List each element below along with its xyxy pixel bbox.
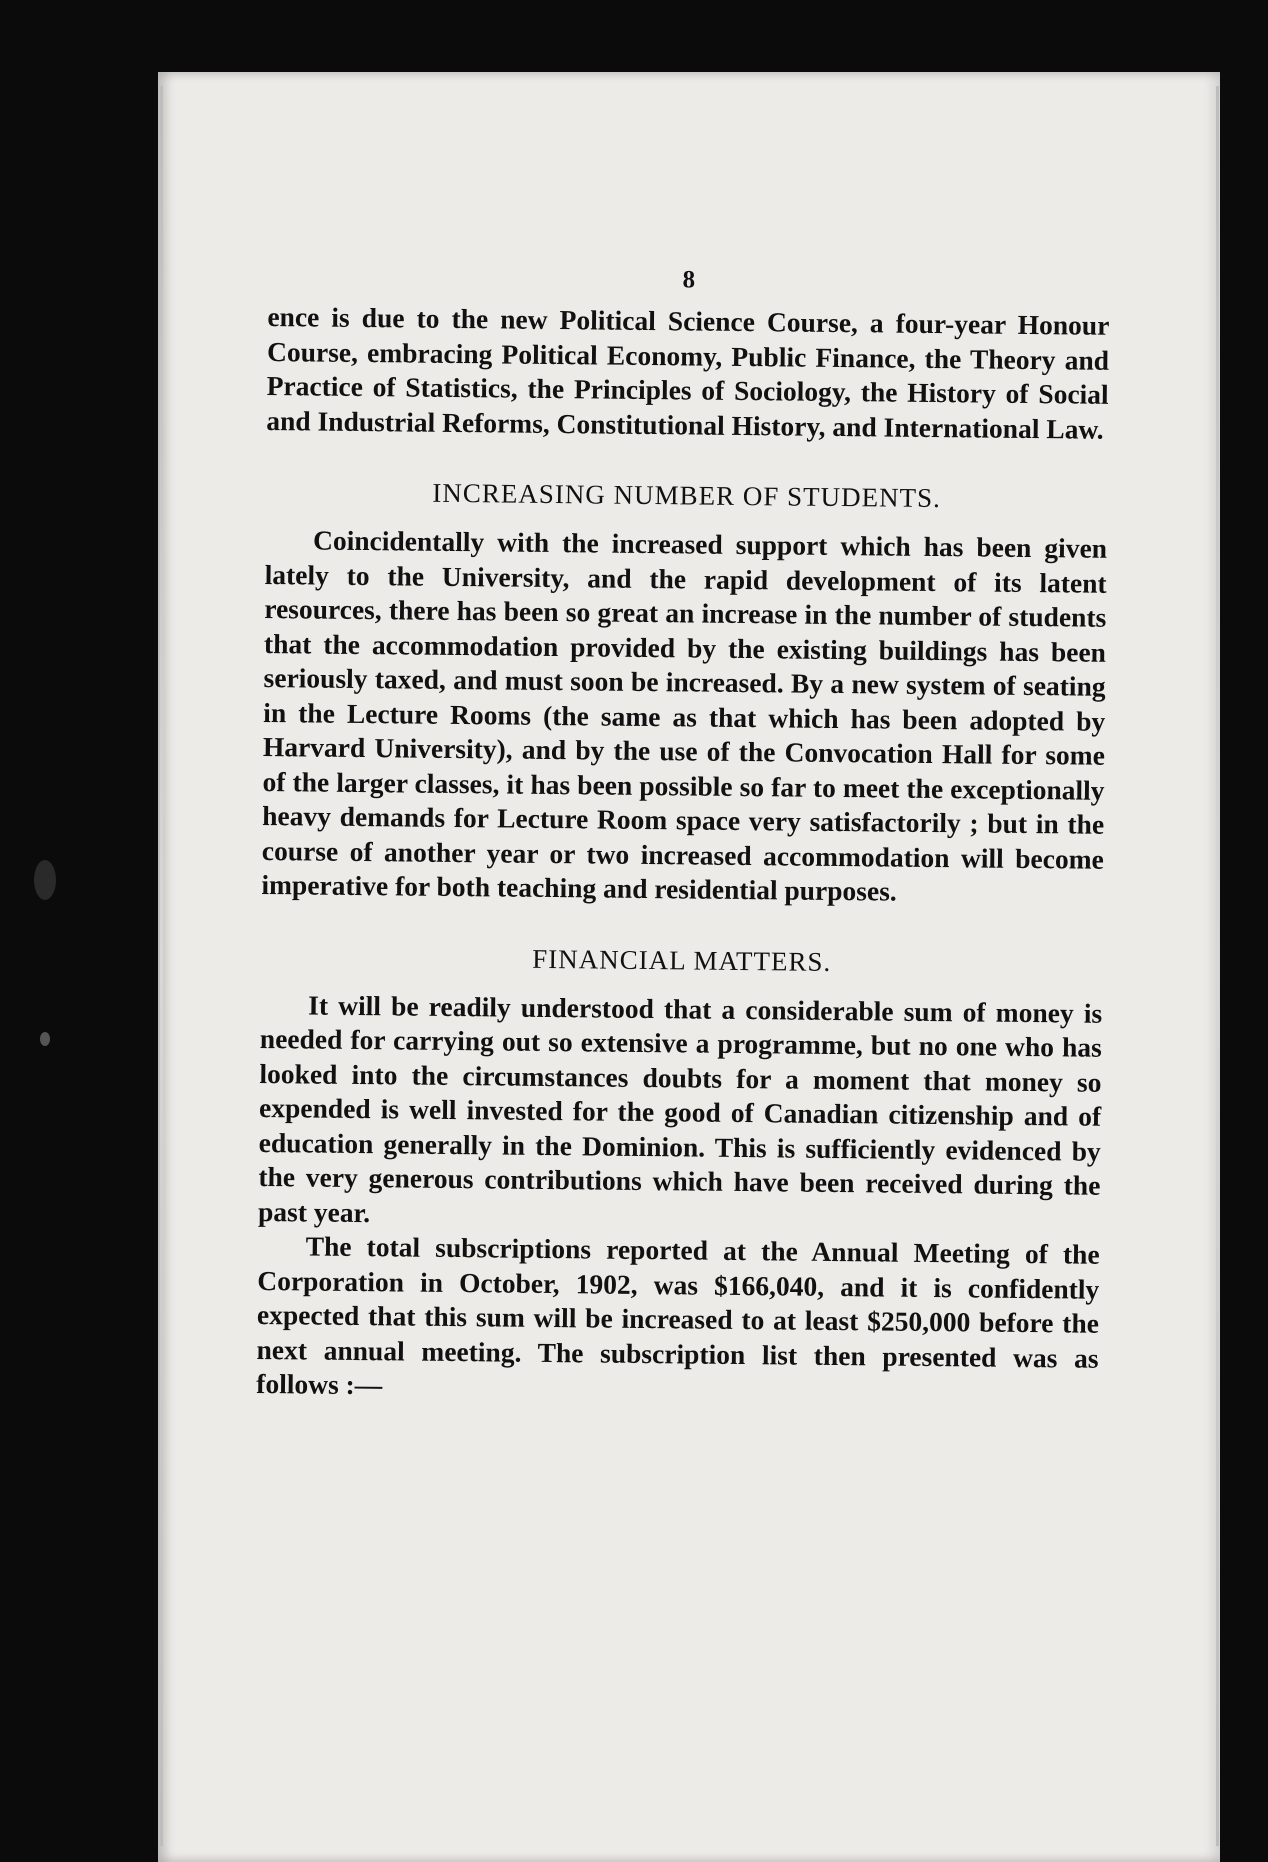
page-edge-left xyxy=(160,86,163,1846)
financial-paragraph-1: It will be readily understood that a considerable sum of money is needed for carrying out so extensive a programme, but no one who has looked into the circumstances doubts for a moment that money so expended is well invested for the good of Canadian citizenship and of education generally in the Dominion. This is sufficiently evidenced by the very generous contributions which have been received during the past year. xyxy=(257,988,1103,1228)
scan-speck xyxy=(34,860,56,900)
section-heading-financial: FINANCIAL MATTERS. xyxy=(532,943,832,977)
page-edge-right xyxy=(1216,86,1219,1846)
financial-paragraph-2: The total subscriptions reported at the Annual Meeting of the Corporation in October, 1902, was $166,040, and it is confidently expected that this sum will be increased to at least $250,000 before the next annual meeting. The subscription list then presented was as follows :— xyxy=(256,1230,1100,1401)
page-content xyxy=(256,262,1110,1410)
intro-paragraph: ence is due to the new Political Science Course, a four-year Honour Course, embracing Political Economy, Public Finance, the Theory and Practice of Statistics, the Principles of Sociology, the History of Social and Industrial Reforms, Constitutional History, and International Law. xyxy=(266,300,1110,445)
students-paragraph: Coincidentally with the increased support which has been given lately to the University, and the rapid development of its latent resources, there has been so great an increase in the number of students that the accommodation provided by the existing buildings has been seriously taxed, and must soon be increased. By a new system of seating in the Lecture Rooms (the same as that which has been adopted by Harvard University), and by the use of the Convocation Hall for some of the larger classes, it has been possible so far to meet the exceptionally heavy demands for Lecture Room space very satisfactorily ; but in the course of another year or two increased accommodation will become imperative for both teaching and residential purposes. xyxy=(261,524,1108,907)
section-heading-students: INCREASING NUMBER OF STUDENTS. xyxy=(432,477,941,514)
page-number: 8 xyxy=(682,266,696,294)
scan-speck xyxy=(40,1032,50,1046)
